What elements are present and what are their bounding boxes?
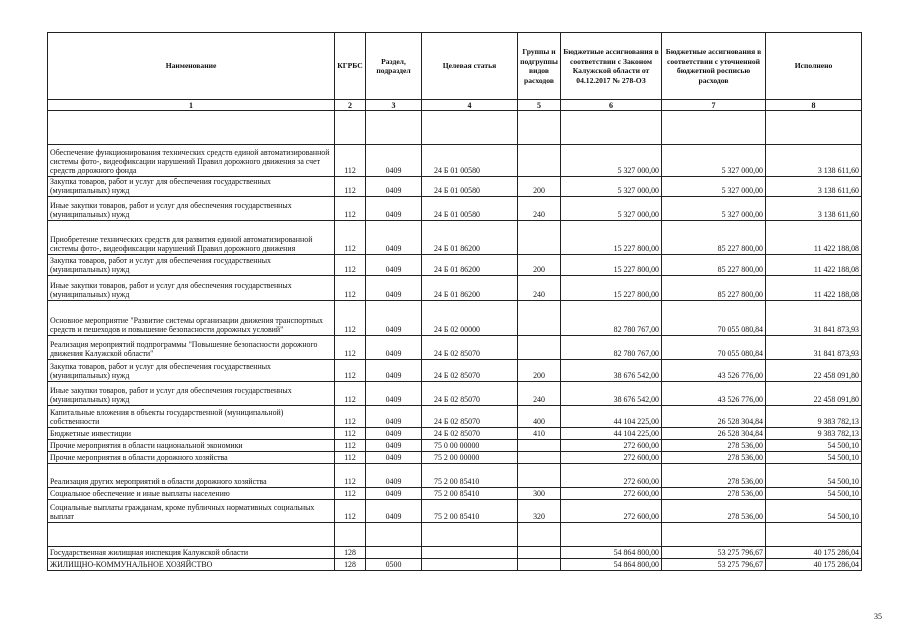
table-row: [48, 464, 862, 488]
row-law-allocation: 82 780 767,00: [561, 336, 662, 360]
column-number: 6: [561, 100, 662, 111]
row-expense-type: [518, 301, 561, 336]
row-name: Иные закупки товаров, работ и услуг для обеспечения государственных (муниципальных) нужд: [48, 276, 335, 301]
row-expense-type: [518, 559, 561, 571]
row-expense-type: 200: [518, 255, 561, 276]
row-expense-type: 300: [518, 488, 561, 500]
row-kgrbs: 112: [335, 464, 366, 488]
row-name: Закупка товаров, работ и услуг для обеспечения государственных (муниципальных) нужд: [48, 255, 335, 276]
row-law-allocation: 272 600,00: [561, 488, 662, 500]
row-law-allocation: [561, 111, 662, 145]
row-target-article: 75 2 00 85410: [422, 464, 518, 488]
row-law-allocation: [561, 523, 662, 547]
row-revised-allocation: 278 536,00: [662, 464, 766, 488]
row-executed: 3 138 611,60: [766, 177, 862, 197]
row-law-allocation: 5 327 000,00: [561, 145, 662, 177]
row-target-article: 24 Б 02 85070: [422, 382, 518, 406]
row-law-allocation: 44 104 225,00: [561, 406, 662, 428]
row-kgrbs: 112: [335, 406, 366, 428]
row-section: 0500: [366, 559, 422, 571]
row-expense-type: [518, 145, 561, 177]
row-target-article: [422, 111, 518, 145]
row-revised-allocation: 278 536,00: [662, 452, 766, 464]
row-kgrbs: 112: [335, 452, 366, 464]
row-name: Закупка товаров, работ и услуг для обеспечения государственных (муниципальных) нужд: [48, 360, 335, 382]
row-target-article: [422, 559, 518, 571]
row-executed: 11 422 188,08: [766, 255, 862, 276]
row-name: Бюджетные инвестиции: [48, 428, 335, 440]
row-expense-type: 240: [518, 276, 561, 301]
row-kgrbs: 112: [335, 145, 366, 177]
row-kgrbs: 112: [335, 336, 366, 360]
row-kgrbs: [335, 111, 366, 145]
row-target-article: [422, 523, 518, 547]
row-target-article: 24 Б 01 00580: [422, 177, 518, 197]
table-row: [48, 111, 862, 145]
row-revised-allocation: 278 536,00: [662, 488, 766, 500]
row-law-allocation: 82 780 767,00: [561, 301, 662, 336]
row-revised-allocation: [662, 523, 766, 547]
row-target-article: 24 Б 02 85070: [422, 406, 518, 428]
row-kgrbs: 112: [335, 301, 366, 336]
row-section: 0409: [366, 382, 422, 406]
row-executed: [766, 111, 862, 145]
row-name: Государственная жилищная инспекция Калужской области: [48, 547, 335, 559]
table-row: [48, 197, 862, 221]
row-kgrbs: [335, 523, 366, 547]
row-executed: [766, 523, 862, 547]
row-revised-allocation: 278 536,00: [662, 500, 766, 523]
table-row: [48, 221, 862, 255]
column-number: 3: [366, 100, 422, 111]
header-law-allocation: Бюджетные ассигнования в соответствии с Законом Калужской области от 04.12.2017 № 278-ОЗ: [561, 33, 662, 100]
row-expense-type: [518, 336, 561, 360]
row-section: [366, 547, 422, 559]
row-revised-allocation: 5 327 000,00: [662, 145, 766, 177]
row-kgrbs: 112: [335, 177, 366, 197]
table-row: [48, 276, 862, 301]
row-name: Реализация других мероприятий в области дорожного хозяйства: [48, 464, 335, 488]
row-expense-type: 410: [518, 428, 561, 440]
row-section: 0409: [366, 301, 422, 336]
header-section: Раздел, подраздел: [366, 33, 422, 100]
table-row: [48, 500, 862, 523]
table-row: [48, 301, 862, 336]
row-revised-allocation: 5 327 000,00: [662, 197, 766, 221]
table-row: [48, 452, 862, 464]
row-law-allocation: 5 327 000,00: [561, 197, 662, 221]
table-row: [48, 559, 862, 571]
table-row: [48, 547, 862, 559]
row-section: 0409: [366, 360, 422, 382]
table-row: [48, 177, 862, 197]
row-law-allocation: 272 600,00: [561, 440, 662, 452]
row-section: 0409: [366, 255, 422, 276]
row-name: Социальное обеспечение и иные выплаты населению: [48, 488, 335, 500]
row-executed: 11 422 188,08: [766, 276, 862, 301]
row-expense-type: 240: [518, 197, 561, 221]
row-name: [48, 523, 335, 547]
row-revised-allocation: 5 327 000,00: [662, 177, 766, 197]
row-name: Основное мероприятие "Развитие системы организации движения транспортных средств и пешеходов и повышение безопасности дорожных условий": [48, 301, 335, 336]
row-expense-type: [518, 464, 561, 488]
row-section: 0409: [366, 440, 422, 452]
row-kgrbs: 112: [335, 221, 366, 255]
header-revised-allocation: Бюджетные ассигнования в соответствии с уточненной бюджетной росписью расходов: [662, 33, 766, 100]
row-kgrbs: 112: [335, 255, 366, 276]
row-law-allocation: 5 327 000,00: [561, 177, 662, 197]
column-number-row: [48, 100, 862, 111]
row-kgrbs: 112: [335, 382, 366, 406]
row-section: 0409: [366, 221, 422, 255]
row-executed: 3 138 611,60: [766, 197, 862, 221]
row-revised-allocation: 85 227 800,00: [662, 276, 766, 301]
header-row: [48, 33, 862, 100]
row-executed: 40 175 286,04: [766, 547, 862, 559]
row-expense-type: [518, 547, 561, 559]
row-expense-type: 200: [518, 177, 561, 197]
row-expense-type: [518, 440, 561, 452]
row-executed: 11 422 188,08: [766, 221, 862, 255]
column-number: 5: [518, 100, 561, 111]
row-revised-allocation: 53 275 796,67: [662, 559, 766, 571]
row-section: 0409: [366, 464, 422, 488]
row-target-article: 24 Б 01 86200: [422, 221, 518, 255]
row-name: Иные закупки товаров, работ и услуг для обеспечения государственных (муниципальных) нужд: [48, 382, 335, 406]
row-target-article: [422, 547, 518, 559]
row-executed: 9 383 782,13: [766, 406, 862, 428]
row-law-allocation: 15 227 800,00: [561, 255, 662, 276]
row-law-allocation: 15 227 800,00: [561, 276, 662, 301]
page-number: 35: [874, 612, 882, 621]
row-revised-allocation: 85 227 800,00: [662, 221, 766, 255]
row-expense-type: [518, 523, 561, 547]
row-law-allocation: 272 600,00: [561, 500, 662, 523]
row-executed: 22 458 091,80: [766, 382, 862, 406]
row-name: Прочие мероприятия в области дорожного хозяйства: [48, 452, 335, 464]
table-row: [48, 488, 862, 500]
table-row: [48, 336, 862, 360]
row-name: Социальные выплаты гражданам, кроме публичных нормативных социальных выплат: [48, 500, 335, 523]
row-executed: 54 500,10: [766, 440, 862, 452]
row-law-allocation: 38 676 542,00: [561, 382, 662, 406]
header-name: Наименование: [48, 33, 335, 100]
row-revised-allocation: 70 055 080,84: [662, 301, 766, 336]
row-kgrbs: 112: [335, 197, 366, 221]
column-number: 8: [766, 100, 862, 111]
row-kgrbs: 112: [335, 428, 366, 440]
table-row: [48, 523, 862, 547]
row-target-article: 75 2 00 85410: [422, 500, 518, 523]
row-expense-type: 320: [518, 500, 561, 523]
row-executed: 22 458 091,80: [766, 360, 862, 382]
row-name: [48, 111, 335, 145]
row-name: Приобретение технических средств для развития единой автоматизированной системы фото-, видеофиксации нарушений Правил дорожного движения: [48, 221, 335, 255]
table-row: [48, 145, 862, 177]
table-row: [48, 382, 862, 406]
header-kgrbs: КГРБС: [335, 33, 366, 100]
row-section: 0409: [366, 428, 422, 440]
row-name: Закупка товаров, работ и услуг для обеспечения государственных (муниципальных) нужд: [48, 177, 335, 197]
row-kgrbs: 128: [335, 547, 366, 559]
row-name: Капитальные вложения в объекты государственной (муниципальной) собственности: [48, 406, 335, 428]
column-number: 2: [335, 100, 366, 111]
row-target-article: 24 Б 02 85070: [422, 336, 518, 360]
row-law-allocation: 272 600,00: [561, 464, 662, 488]
row-law-allocation: 15 227 800,00: [561, 221, 662, 255]
row-section: 0409: [366, 336, 422, 360]
row-target-article: 24 Б 02 85070: [422, 428, 518, 440]
row-section: [366, 523, 422, 547]
row-name: Иные закупки товаров, работ и услуг для обеспечения государственных (муниципальных) нужд: [48, 197, 335, 221]
row-law-allocation: 38 676 542,00: [561, 360, 662, 382]
row-revised-allocation: 70 055 080,84: [662, 336, 766, 360]
row-executed: 3 138 611,60: [766, 145, 862, 177]
row-kgrbs: 112: [335, 440, 366, 452]
row-section: 0409: [366, 197, 422, 221]
row-target-article: 75 0 00 00000: [422, 440, 518, 452]
row-executed: 31 841 873,93: [766, 301, 862, 336]
row-section: 0409: [366, 406, 422, 428]
row-target-article: 24 Б 01 86200: [422, 255, 518, 276]
row-section: 0409: [366, 177, 422, 197]
row-section: 0409: [366, 452, 422, 464]
row-section: 0409: [366, 145, 422, 177]
row-revised-allocation: 85 227 800,00: [662, 255, 766, 276]
row-target-article: 24 Б 01 00580: [422, 197, 518, 221]
row-executed: 54 500,10: [766, 464, 862, 488]
row-executed: 54 500,10: [766, 488, 862, 500]
row-target-article: 24 Б 02 00000: [422, 301, 518, 336]
row-kgrbs: 112: [335, 360, 366, 382]
row-section: 0409: [366, 488, 422, 500]
row-revised-allocation: 43 526 776,00: [662, 360, 766, 382]
row-section: 0409: [366, 500, 422, 523]
row-revised-allocation: 26 528 304,84: [662, 428, 766, 440]
row-expense-type: 400: [518, 406, 561, 428]
row-target-article: 24 Б 02 85070: [422, 360, 518, 382]
row-executed: 9 383 782,13: [766, 428, 862, 440]
row-target-article: 75 2 00 00000: [422, 452, 518, 464]
table-row: [48, 428, 862, 440]
row-kgrbs: 112: [335, 276, 366, 301]
header-executed: Исполнено: [766, 33, 862, 100]
table-row: [48, 255, 862, 276]
table-row: [48, 360, 862, 382]
row-executed: 40 175 286,04: [766, 559, 862, 571]
row-expense-type: 240: [518, 382, 561, 406]
row-target-article: 75 2 00 85410: [422, 488, 518, 500]
header-target-article: Целевая статья: [422, 33, 518, 100]
row-revised-allocation: 53 275 796,67: [662, 547, 766, 559]
row-expense-type: 200: [518, 360, 561, 382]
header-expense-type: Группы и подгруппы видов расходов: [518, 33, 561, 100]
row-revised-allocation: 43 526 776,00: [662, 382, 766, 406]
row-target-article: 24 Б 01 86200: [422, 276, 518, 301]
row-revised-allocation: 26 528 304,84: [662, 406, 766, 428]
row-name: Прочие мероприятия в области национальной экономики: [48, 440, 335, 452]
row-name: Обеспечение функционирования технических средств единой автоматизированной системы фото-, видеофиксации нарушений Правил дорожного движения за счет средств дорожного фонда: [48, 145, 335, 177]
row-executed: 54 500,10: [766, 452, 862, 464]
budget-table: [47, 32, 862, 571]
column-number: 1: [48, 100, 335, 111]
row-revised-allocation: [662, 111, 766, 145]
row-kgrbs: 112: [335, 500, 366, 523]
row-executed: 31 841 873,93: [766, 336, 862, 360]
row-executed: 54 500,10: [766, 500, 862, 523]
row-expense-type: [518, 221, 561, 255]
row-kgrbs: 128: [335, 559, 366, 571]
column-number: 4: [422, 100, 518, 111]
row-expense-type: [518, 452, 561, 464]
row-revised-allocation: 278 536,00: [662, 440, 766, 452]
row-law-allocation: 54 864 800,00: [561, 559, 662, 571]
row-section: [366, 111, 422, 145]
row-law-allocation: 272 600,00: [561, 452, 662, 464]
row-law-allocation: 54 864 800,00: [561, 547, 662, 559]
row-section: 0409: [366, 276, 422, 301]
row-name: Реализация мероприятий подпрограммы "Повышение безопасности дорожного движения Калужской области": [48, 336, 335, 360]
row-target-article: 24 Б 01 00580: [422, 145, 518, 177]
row-name: ЖИЛИЩНО-КОММУНАЛЬНОЕ ХОЗЯЙСТВО: [48, 559, 335, 571]
table-row: [48, 406, 862, 428]
row-expense-type: [518, 111, 561, 145]
column-number: 7: [662, 100, 766, 111]
table-row: [48, 440, 862, 452]
row-kgrbs: 112: [335, 488, 366, 500]
row-law-allocation: 44 104 225,00: [561, 428, 662, 440]
